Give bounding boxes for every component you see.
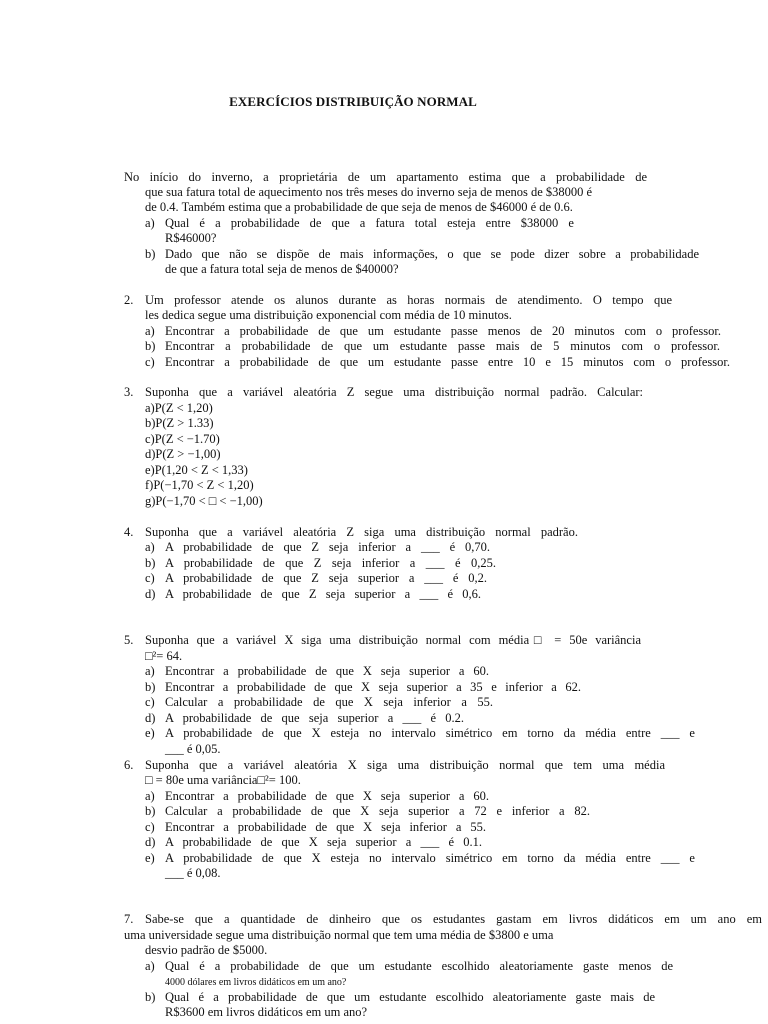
question-5-item-e-text: A probabilidade de que X esteja no intervalo simétrico em torno da média entre ___ e — [165, 726, 695, 740]
question-7-item-b-text-cont: R$3600 em livros didáticos em um ano? — [165, 1005, 368, 1019]
question-2-item-a-text: Encontrar a probabilidade de que um estudante passe menos de 20 minutos com o professor. — [165, 324, 721, 338]
question-3-intro: Suponha que a variável aleatória Z segue uma distribuição normal padrão. Calcular: — [145, 385, 643, 399]
item-label: c) — [145, 571, 155, 585]
item-label: b) — [145, 680, 156, 694]
question-7-item-b-text: Qual é a probabilidade de que um estudante escolhido aleatoriamente gaste mais de — [165, 990, 655, 1004]
item-label: d) — [145, 711, 156, 725]
question-5-intro-line-2: □²= 64. — [145, 649, 183, 663]
item-label: b) — [145, 339, 156, 353]
item-label: b) — [145, 247, 156, 261]
question-2-intro-line-1: Um professor atende os alunos durante as horas normais de atendimento. O tempo que — [145, 293, 672, 307]
item-label: a) — [145, 959, 155, 973]
question-1-intro-line-2: que sua fatura total de aquecimento nos três meses do inverno seja de menos de $38000 é — [145, 185, 593, 199]
item-label: c) — [145, 695, 155, 709]
question-5-item-b-text: Encontrar a probabilidade de que X seja superior a 35 e inferior a 62. — [165, 680, 581, 694]
question-7-intro-line-1: Sabe-se que a quantidade de dinheiro que os estudantes gastam em livros didáticos em um ano em — [145, 912, 762, 926]
question-number: 7. — [124, 912, 134, 926]
question-5-intro-line-1: Suponha que a variável X siga uma distribuição normal com média□ = 50e variância — [145, 633, 641, 647]
question-2-intro-line-2: les dedica segue uma distribuição exponencial com média de 10 minutos. — [145, 308, 512, 322]
question-1-item-a-text-cont: R$46000? — [165, 231, 217, 245]
question-6-item-b-text: Calcular a probabilidade de que X seja superior a 72 e inferior a 82. — [165, 804, 590, 818]
question-6-intro-line-2: □ = 80e uma variância□²= 100. — [145, 773, 301, 787]
question-4-item-d-text: A probabilidade de que Z seja superior a ___ é 0,6. — [165, 587, 481, 601]
question-3-item-c: c)P(Z < −1.70) — [145, 432, 220, 446]
question-4-item-c-text: A probabilidade de que Z seja superior a ___ é 0,2. — [165, 571, 487, 585]
question-1-item-a-text: Qual é a probabilidade de que a fatura total esteja entre $38000 e — [165, 216, 574, 230]
question-number: 3. — [124, 385, 134, 399]
item-label: c) — [145, 820, 155, 834]
question-number: 2. — [124, 293, 134, 307]
question-3-item-b: b)P(Z > 1.33) — [145, 416, 214, 430]
item-label: e) — [145, 851, 155, 865]
question-1-item-b-text-cont: de que a fatura total seja de menos de $40000? — [165, 262, 399, 276]
question-4-item-b-text: A probabilidade de que Z seja inferior a ___ é 0,25. — [165, 556, 496, 570]
item-label: b) — [145, 556, 156, 570]
question-1-intro-line-1: No início do inverno, a proprietária de um apartamento estima que a probabilidade de — [124, 170, 647, 184]
question-6-item-e-text: A probabilidade de que X esteja no intervalo simétrico em torno da média entre ___ e — [165, 851, 695, 865]
question-7-intro-line-3: desvio padrão de $5000. — [145, 943, 268, 957]
question-5-item-d-text: A probabilidade de que seja superior a ___ é 0.2. — [165, 711, 464, 725]
question-number: 4. — [124, 525, 134, 539]
item-label: a) — [145, 540, 155, 554]
question-number: 6. — [124, 758, 134, 772]
question-2-item-c-text: Encontrar a probabilidade de que um estudante passe entre 10 e 15 minutos com o professor. — [165, 355, 730, 369]
question-7-item-a-text: Qual é a probabilidade de que um estudante escolhido aleatoriamente gaste menos de — [165, 959, 673, 973]
question-7-item-a-text-cont: 4000 dólares em livros didáticos em um ano? — [165, 977, 347, 988]
item-label: a) — [145, 664, 155, 678]
question-6-item-c-text: Encontrar a probabilidade de que X seja inferior a 55. — [165, 820, 486, 834]
question-3-item-e: e)P(1,20 < Z < 1,33) — [145, 463, 248, 477]
question-5-item-c-text: Calcular a probabilidade de que X seja inferior a 55. — [165, 695, 493, 709]
question-6-intro-line-1: Suponha que a variável aleatória X siga uma distribuição normal que tem uma média — [145, 758, 665, 772]
question-1-intro-line-3: de 0.4. Também estima que a probabilidade de que seja de menos de $46000 é de 0.6. — [145, 200, 573, 214]
question-3-item-d: d)P(Z > −1,00) — [145, 447, 221, 461]
question-4-intro: Suponha que a variável aleatória Z siga uma distribuição normal padrão. — [145, 525, 578, 539]
item-label: a) — [145, 789, 155, 803]
question-2-item-b-text: Encontrar a probabilidade de que um estudante passe mais de 5 minutos com o professor. — [165, 339, 720, 353]
question-6-item-a-text: Encontrar a probabilidade de que X seja superior a 60. — [165, 789, 489, 803]
item-label: b) — [145, 804, 156, 818]
question-1-item-b-text: Dado que não se dispõe de mais informações, o que se pode dizer sobre a probabilidade — [165, 247, 699, 261]
question-5-item-a-text: Encontrar a probabilidade de que X seja superior a 60. — [165, 664, 489, 678]
question-6-item-e-text-cont: ___ é 0,08. — [165, 866, 221, 880]
question-3-item-a: a)P(Z < 1,20) — [145, 401, 213, 415]
item-label: d) — [145, 587, 156, 601]
question-number: 5. — [124, 633, 134, 647]
question-3-item-f: f)P(−1,70 < Z < 1,20) — [145, 478, 254, 492]
question-7-intro-line-2: uma universidade segue uma distribuição normal que tem uma média de $3800 e uma — [124, 928, 554, 942]
item-label: d) — [145, 835, 156, 849]
item-label: b) — [145, 990, 156, 1004]
item-label: a) — [145, 324, 155, 338]
item-label: c) — [145, 355, 155, 369]
page-title: EXERCÍCIOS DISTRIBUIÇÃO NORMAL — [229, 94, 477, 109]
item-label: a) — [145, 216, 155, 230]
question-6-item-d-text: A probabilidade de que X seja superior a ___ é 0.1. — [165, 835, 482, 849]
item-label: e) — [145, 726, 155, 740]
question-4-item-a-text: A probabilidade de que Z seja inferior a ___ é 0,70. — [165, 540, 490, 554]
question-3-item-g: g)P(−1,70 < □ < −1,00) — [145, 494, 263, 508]
question-5-item-e-text-cont: ___ é 0,05. — [165, 742, 221, 756]
